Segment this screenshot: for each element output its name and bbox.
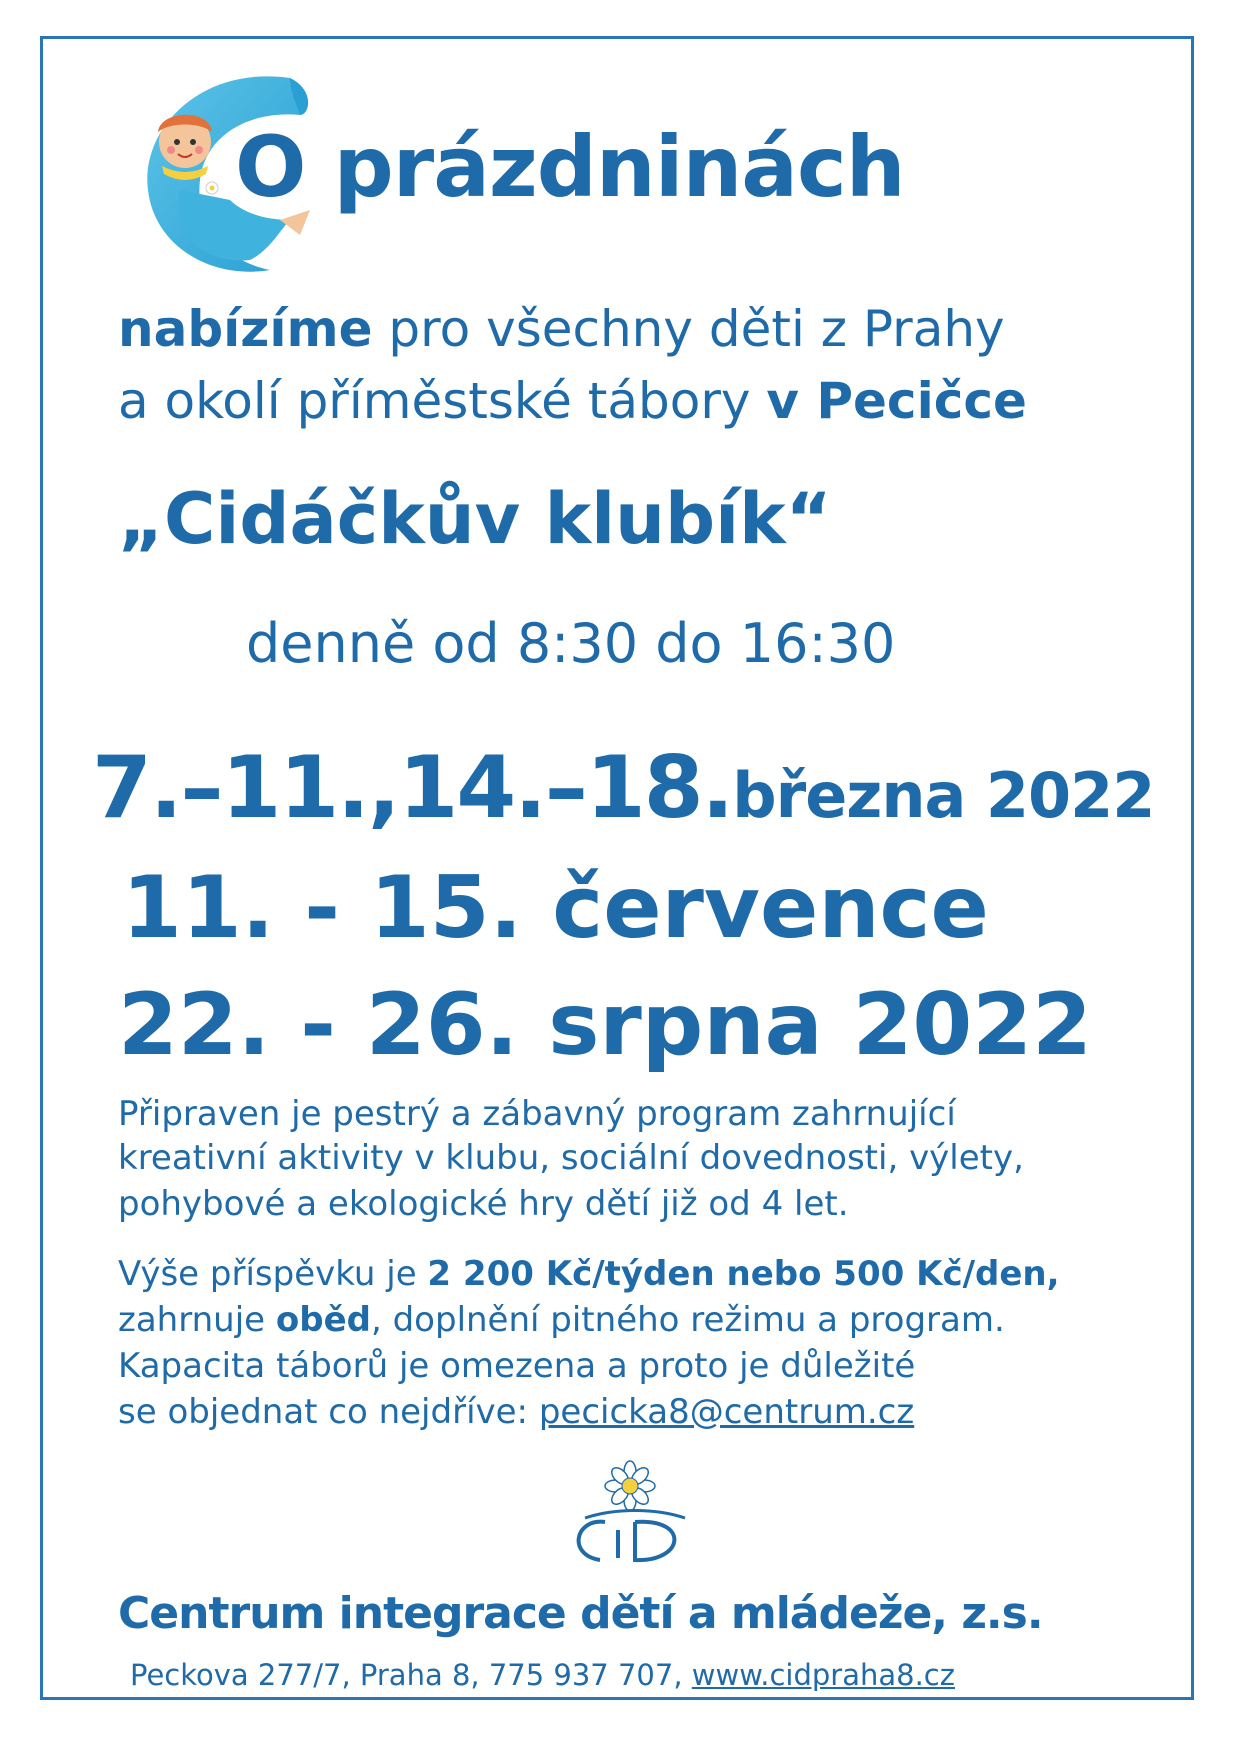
includes-lunch: oběd — [275, 1300, 371, 1340]
contact-line — [118, 1390, 914, 1434]
dates-march-month: března 2022 — [732, 759, 1155, 832]
address-line — [130, 1658, 955, 1692]
email-link[interactable]: pecicka8@centrum.cz — [538, 1392, 915, 1432]
cid-flower-logo — [555, 1460, 705, 1570]
offer-text: pro všechny děti z Prahy — [372, 300, 1005, 358]
contact-label: se objednat co nejdříve: — [118, 1392, 539, 1432]
dates-march — [92, 738, 1154, 838]
offer-location: v Pecičce — [766, 372, 1027, 430]
includes-line — [118, 1298, 1005, 1342]
description-line: Kapacita táborů je omezena a proto je důležité — [118, 1346, 916, 1386]
dates-july: 11. - 15. července — [122, 858, 989, 958]
offer-text: a okolí příměstské tábory — [118, 372, 767, 430]
website-link[interactable]: www.cidpraha8.cz — [691, 1658, 955, 1692]
dates-august: 22. - 26. srpna 2022 — [118, 975, 1092, 1075]
opening-hours: denně od 8:30 do 16:30 — [246, 612, 896, 675]
organization-name: Centrum integrace dětí a mládeže, z.s. — [118, 1588, 1043, 1639]
description-line: Připraven je pestrý a zábavný program zahrnující — [118, 1094, 956, 1134]
offer-line-1 — [118, 300, 1005, 358]
address-text: Peckova 277/7, Praha 8, 775 937 707, — [130, 1658, 692, 1692]
club-name: „Cidáčkův klubík“ — [118, 478, 832, 560]
price-line — [118, 1252, 1060, 1296]
offer-emphasis: nabízíme — [118, 300, 373, 358]
description-line: pohybové a ekologické hry dětí již od 4 let. — [118, 1184, 849, 1224]
offer-line-2 — [118, 372, 1027, 430]
daisy-icon — [605, 1461, 655, 1511]
includes-rest: , doplnění pitného režimu a program. — [370, 1300, 1005, 1340]
dates-march-days: 7.–11.,14.–18. — [92, 738, 733, 838]
price-value: 2 200 Kč/týden nebo 500 Kč/den, — [427, 1254, 1060, 1294]
description-line: kreativní aktivity v klubu, sociální dovednosti, výlety, — [118, 1138, 1024, 1178]
page-title: O prázdninách — [235, 118, 905, 216]
includes-label: zahrnuje — [118, 1300, 276, 1340]
price-label: Výše příspěvku je — [118, 1254, 428, 1294]
